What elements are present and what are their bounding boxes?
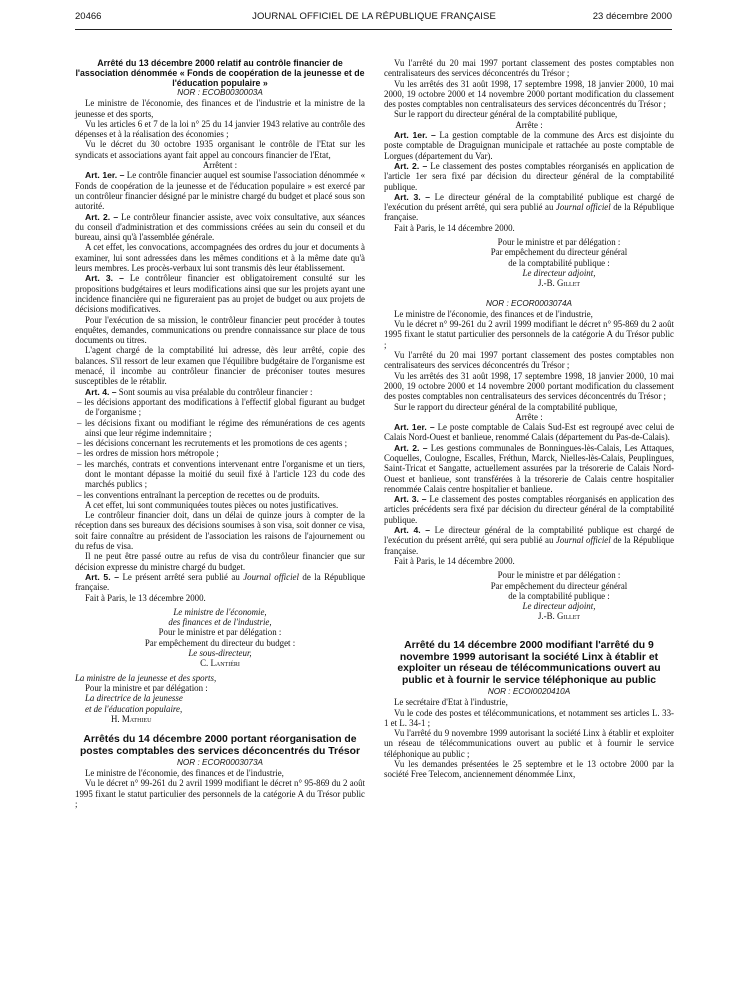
signature-line: Le directeur adjoint, — [522, 267, 596, 278]
paragraph: L'agent chargé de la comptabilité lui adresse, dès leur arrêté, copie des balances. S'il ressort de leur examen que l'équilibre budgétaire de l'organisme est menacé, il incombe au contrôleur financier de préconiser toutes mesures susceptibles de le rétablir. — [75, 345, 365, 387]
page-header — [0, 0, 748, 38]
fait-a-paris: Fait à Paris, le 14 décembre 2000. — [394, 222, 515, 233]
list-item: – les conventions entraînant la perception de recettes ou de produits. — [77, 489, 320, 500]
arretent-heading: Arrêtent : — [202, 160, 238, 171]
paragraph: Le contrôleur financier doit, dans un délai de quinze jours à compter de la réception dans ses bureaux des décisions soumises à son visa, soit donner ce visa, soit faire connaître au président de l'association les raisons de l'ajournement ou du refus de visa. — [75, 510, 365, 552]
signature-line: Pour le ministre et par délégation : — [497, 570, 621, 581]
paragraph: Le ministre de l'économie, des finances et de l'industrie, — [394, 308, 593, 319]
fait-a-paris: Fait à Paris, le 13 décembre 2000. — [85, 592, 206, 603]
left-column — [75, 58, 365, 809]
list-item: – les décisions apportant des modifications à l'effectif global figurant au budget de l'organisme ; — [77, 396, 365, 418]
paragraph: Pour l'exécution de sa mission, le contrôleur financier peut procéder à toutes enquêtes, demandes, communications ou prendre connaissance sur place de tous documents ou titres. — [75, 314, 365, 346]
article-2: Art. 2. – Le contrôleur financier assiste, avec voix consultative, aux séances du conseil d'administration et des commissions créées au sein du conseil et du bureau, ainsi qu'à l'assemblée générale. — [75, 211, 366, 243]
paragraph: A cet effet, lui sont communiquées toutes pièces ou notes justificatives. — [85, 499, 339, 510]
signatory-name: J.-B. Gillet — [537, 278, 581, 289]
signature-line: La directrice de la jeunesse — [85, 693, 183, 704]
list-item: – les décisions fixant ou modifiant le régime des rémunérations de ces agents ainsi que leur régime indemnitaire ; — [77, 417, 365, 438]
journal-title: JOURNAL OFFICIEL DE LA RÉPUBLIQUE FRANÇAISE — [252, 11, 496, 22]
paragraph: Il ne peut être passé outre au refus de visa du contrôleur financier que sur décision expresse du ministre chargé du budget. — [75, 551, 365, 572]
paragraph: Sur le rapport du directeur général de la comptabilité publique, — [394, 109, 618, 120]
signature-line: Pour la ministre et par délégation : — [85, 682, 208, 693]
nor-reference: NOR : ECOI0020410A — [487, 686, 571, 696]
paragraph: Vu le code des postes et télécommunications, et notamment ses articles L. 33-1 et L. 34-1 ; — [384, 707, 674, 728]
article-5: Art. 5. – Le présent arrêté sera publié au Journal officiel de la République française. — [75, 571, 366, 593]
article-3: Art. 3. – Le contrôleur financier est obligatoirement consulté sur les propositions budgétaires et leurs modifications ainsi que sur les projets ayant une incidence financière qui ne figureraient pas au projet de budget ou aux projets de décisions modificatives. — [75, 273, 366, 315]
right-column — [384, 58, 674, 780]
article-1: Art. 1er. – Le poste comptable de Calais Sud-Est est regroupé avec celui de Calais Nord-Ouest et banlieue, renommé Calais (département du Pas-de-Calais). — [384, 422, 675, 443]
signature-line: Pour le ministre et par délégation : — [497, 237, 621, 248]
signature-line: Par empêchement du directeur général — [490, 247, 628, 258]
signature-line: Le sous-directeur, — [188, 648, 252, 659]
article-3: Art. 3. – Le directeur général de la comptabilité publique est chargé de l'exécution du présent arrêté, qui sera publié au Journal officiel de la République française. — [384, 191, 675, 223]
signature-line: des finances et de l'industrie, — [168, 617, 272, 628]
article-2: Art. 2. – Le classement des postes comptables réorganisés en application de l'article 1er sera fixé par décision du directeur général de la comptabilité publique. — [384, 160, 675, 192]
signature-line: Par empêchement du directeur du budget : — [144, 637, 296, 648]
fait-a-paris: Fait à Paris, le 14 décembre 2000. — [394, 555, 515, 566]
article-4: Art. 4. – Sont soumis au visa préalable du contrôleur financier : — [85, 386, 313, 397]
arrete-heading: Arrête : — [515, 119, 543, 130]
article-1: Art. 1er. – La gestion comptable de la commune des Arcs est disjointe du poste comptable de Draguignan municipale et rattachée au poste comptable de Lorgues (département du Var). — [384, 130, 674, 161]
article-3: Art. 3. – Le classement des postes comptables réorganisés en application des articles précédents sera fixé par décision du directeur général de la comptabilité publique. — [384, 494, 675, 525]
paragraph: Le ministre de l'économie, des finances et de l'industrie et la ministre de la jeunesse et des sports, — [75, 98, 365, 119]
decree-title: Arrêtés du 14 décembre 2000 portant réorganisation de postes comptables des services déconcentrés du Trésor — [79, 734, 361, 757]
signatory-name: C. Lantiéri — [200, 658, 240, 669]
signature-line: Le directeur adjoint, — [522, 601, 596, 612]
list-item: – les marchés, contrats et conventions intervenant entre l'organisme et un tiers, dont le montant dépasse la moitié du seuil fixé à l'article 123 du code des marchés publics ; — [77, 458, 365, 490]
signature-line: La ministre de la jeunesse et des sports, — [75, 672, 217, 683]
nor-reference: NOR : ECOR0003073A — [176, 757, 263, 767]
signatory-name: H. Mathieu — [111, 713, 152, 724]
arrete-heading: Arrête : — [515, 411, 543, 422]
issue-date: 23 décembre 2000 — [592, 11, 672, 22]
paragraph: Vu l'arrêté du 20 mai 1997 portant classement des postes comptables non centralisateurs des services déconcentrés du Trésor ; — [384, 58, 674, 79]
paragraph: A cet effet, les convocations, accompagnées des ordres du jour et documents à examiner, lui sont adressées dans les mêmes conditions et à la même date qu'à leurs membres. Les procès-verbaux lui sont transmis dès leur établissement. — [75, 242, 365, 274]
list-item: – les décisions concernant les recrutements et les promotions de ces agents ; — [77, 438, 348, 449]
signature-line: de la comptabilité publique : — [508, 590, 610, 601]
paragraph: Vu les demandes présentées le 25 septembre et le 13 octobre 2000 par la société Free Telecom, anciennement dénommée Linx, — [384, 759, 674, 780]
paragraph: Vu le décret n° 99-261 du 2 avril 1999 modifiant le décret n° 95-869 du 2 août 1995 fixant le statut particulier des personnels de la catégorie A du Trésor public ; — [75, 778, 365, 809]
decree-title: Arrêté du 14 décembre 2000 modifiant l'arrêté du 9 novembre 1999 autorisant la société Linx à établir et exploiter un réseau de télécommunications ouvert au public et à fournir le service téléphonique au public — [397, 639, 661, 687]
signatory-name: J.-B. Gillet — [537, 611, 581, 622]
decree-title: Arrêté du 13 décembre 2000 relatif au contrôle financier de l'association dénommée « Fonds de coopération de la jeunesse et de l'éducation populaire » — [75, 58, 365, 88]
signature-line: et de l'éducation populaire, — [85, 703, 183, 714]
paragraph: Vu les arrêtés des 31 août 1998, 17 septembre 1998, 18 janvier 2000, 10 mai 2000, 19 octobre 2000 et 14 novembre 2000 portant modification du classement des postes comptables non centralisateurs des services déconcentrés du Trésor ; — [384, 78, 674, 110]
signature-line: Le ministre de l'économie, — [173, 606, 267, 617]
signature-line: Par empêchement du directeur général — [490, 580, 628, 591]
nor-reference: NOR : ECOB0030003A — [177, 88, 263, 97]
paragraph: Sur le rapport du directeur général de la comptabilité publique, — [394, 401, 618, 412]
signature-line: Pour le ministre et par délégation : — [158, 627, 282, 638]
paragraph: Vu les articles 6 et 7 de la loi n° 25 du 14 janvier 1943 relative au contrôle des dépenses et à la réalisation des économies ; — [75, 118, 365, 140]
header-rule — [75, 29, 672, 30]
paragraph: Vu le décret du 30 octobre 1935 organisant le contrôle de l'Etat sur les syndicats et associations ayant fait appel au concours financier de l'Etat, — [75, 139, 365, 160]
nor-reference: NOR : ECOR0003074A — [485, 298, 572, 308]
paragraph: Vu l'arrêté du 9 novembre 1999 autorisant la société Linx à établir et exploiter un réseau de télécommunications ouvert au public et à fournir le service téléphonique au public ; — [384, 728, 674, 759]
paragraph: Vu l'arrêté du 20 mai 1997 portant classement des postes comptables non centralisateurs des services déconcentrés du Trésor ; — [384, 350, 674, 371]
paragraph: Vu le décret n° 99-261 du 2 avril 1999 modifiant le décret n° 95-869 du 2 août 1995 fixant le statut particulier des personnels de la catégorie A du Trésor public ; — [384, 319, 674, 350]
article-4: Art. 4. – Le directeur général de la comptabilité publique est chargé de l'exécution du présent arrêté, qui sera publié au Journal officiel de la République française. — [384, 525, 675, 556]
paragraph: Vu les arrêtés des 31 août 1998, 17 septembre 1998, 18 janvier 2000, 10 mai 2000, 19 octobre 2000 et 14 novembre 2000 portant modification du classement des postes comptables non centralisateurs des services déconcentrés du Trésor ; — [384, 370, 674, 402]
article-2: Art. 2. – Les gestions communales de Bonningues-lès-Calais, Les Attaques, Coquelles, Coulogne, Escalles, Fréthun, Marck, Nielles-lès-Calais, Peuplingues, Saint-Tricat et Sangatte, actuellement assurées par la trésorerie de Calais Nord-Ouest et banlieue, sont transférées à la trésorerie de Calais centre hospitalier renommée Calais centre hospitalier et banlieue. — [384, 442, 674, 494]
paragraph: Le secrétaire d'Etat à l'industrie, — [394, 697, 508, 708]
paragraph: Le ministre de l'économie, des finances et de l'industrie, — [85, 768, 284, 778]
article-1: Art. 1er. – Le contrôle financier auquel est soumise l'association dénommée « Fonds de coopération de la jeunesse et de l'éducation populaire » est exercé par un contrôleur financier désigné par le ministre chargé du budget et placé sous son autorité. — [75, 170, 366, 212]
list-item: – les ordres de mission hors métropole ; — [77, 448, 219, 459]
signature-line: de la comptabilité publique : — [508, 257, 610, 268]
page-number: 20466 — [75, 11, 102, 22]
